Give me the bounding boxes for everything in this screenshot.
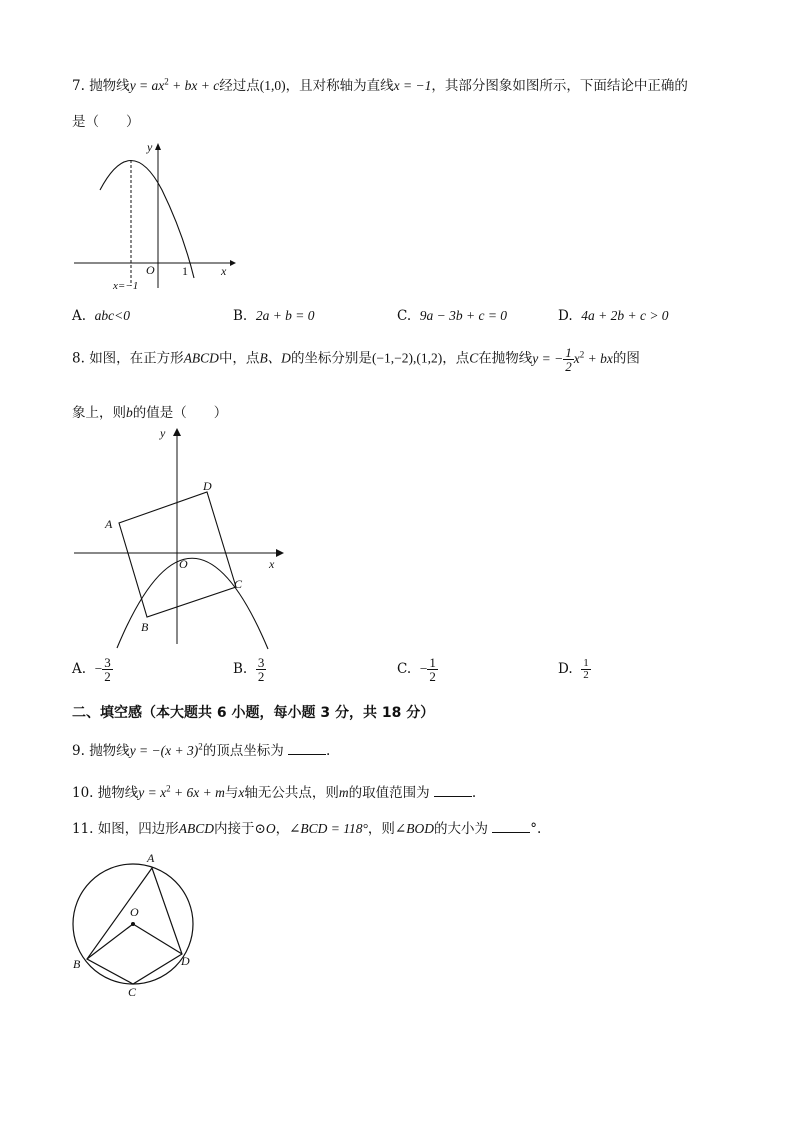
q8-c-label: C — [469, 350, 479, 366]
q8-text1: 如图，在正方形 — [89, 350, 184, 367]
q8-line2-end: 的值是（ ） — [132, 405, 228, 421]
q11-circle: ⊙O — [254, 821, 276, 836]
q10-number: 10. — [72, 785, 94, 801]
q10-text1: 抛物线 — [97, 785, 139, 801]
q10-text3: 轴无公共点，则 — [244, 785, 339, 801]
q10-line — [72, 781, 476, 801]
q11-quad: ABCD — [178, 821, 215, 836]
q8-option-a-sign: − — [94, 661, 103, 676]
q9-answer-blank[interactable] — [288, 742, 326, 755]
q8-label-d: D — [203, 479, 212, 493]
q11-segment-ob — [87, 924, 133, 959]
q8-line1 — [72, 346, 640, 373]
q10-m-var: m — [338, 785, 349, 800]
q8-square: ABCD — [183, 350, 219, 366]
q8-line2-text: 象上，则 — [72, 405, 126, 421]
q11-label-a: A — [147, 851, 155, 865]
q8-option-a-fraction — [102, 656, 113, 683]
q8-option-d-letter: D. — [558, 661, 573, 677]
q8-label-b: B — [141, 620, 149, 634]
q7-text-mid: 经过点 — [219, 78, 260, 94]
q7-point: (1,0) — [259, 78, 286, 93]
q8-parabola — [117, 558, 268, 649]
q7-axis-label: x=−1 — [113, 280, 139, 292]
q7-option-d-letter: D. — [558, 308, 573, 324]
q7-axis-eq: x = −1 — [393, 78, 432, 93]
q11-line — [72, 817, 541, 837]
q8-x-arrow — [276, 549, 284, 557]
section-2-title: 二、填空感（本大题共 6 小题，每小题 3 分，共 18 分） — [72, 705, 435, 721]
q8-option-a-letter: A. — [72, 661, 87, 677]
q8-option-d[interactable] — [558, 658, 591, 681]
q8-half-fraction: $\frac{1}{2}$ — [565, 345, 572, 374]
q8-option-b-den: 2 — [257, 669, 265, 684]
q8-text5: 在抛物线 — [478, 350, 533, 367]
q8-y-arrow — [173, 428, 181, 436]
q11-answer-blank[interactable] — [492, 820, 530, 833]
q7-line1 — [72, 74, 688, 94]
q7-option-a-text: abc<0 — [94, 308, 130, 323]
q11-number: 11. — [72, 821, 94, 837]
q7-equation: $y = ax^2$ + bx + c — [129, 76, 220, 93]
q7-y-label: y — [147, 140, 153, 154]
q8-text6: 的图 — [612, 350, 640, 367]
q11-text1: 如图，四边形 — [97, 821, 179, 837]
q11-angle: ∠BCD = 118° — [289, 821, 368, 836]
q8-option-a-num: 3 — [104, 655, 111, 670]
q7-option-b-text: 2a + b = 0 — [255, 308, 315, 323]
q9-text2: 的顶点坐标为 — [202, 743, 284, 759]
q8-b-var: b — [126, 405, 133, 420]
q10-answer-blank[interactable] — [434, 784, 472, 797]
q8-option-b-letter: B. — [233, 661, 248, 677]
q8-option-d-den: 2 — [583, 669, 589, 681]
q11-text5: 的大小为 — [433, 821, 488, 837]
q11-label-d: D — [181, 954, 190, 968]
q8-number: 8. — [72, 350, 85, 367]
q8-text3: 的坐标分别是 — [290, 350, 372, 367]
q8-label-a: A — [105, 517, 113, 531]
q8-option-a[interactable] — [72, 656, 113, 683]
q9-end: . — [326, 743, 331, 759]
q8-text4: ，点 — [442, 350, 470, 367]
q8-option-c-den: 2 — [429, 669, 436, 684]
q8-option-c-sign: − — [419, 661, 428, 676]
q7-text-prefix: 抛物线 — [89, 78, 130, 94]
q7-parabola — [100, 161, 194, 279]
q8-points: B、D — [259, 350, 291, 366]
q11-text4: ，则 — [367, 821, 395, 837]
q8-option-c-letter: C. — [397, 661, 412, 677]
q9-line — [72, 739, 330, 759]
q7-option-a-letter: A. — [72, 308, 87, 324]
q8-text2: 中，点 — [218, 350, 260, 367]
q8-option-d-num: 1 — [583, 657, 589, 669]
q7-y-arrow — [155, 143, 161, 150]
q9-text1: 抛物线 — [89, 743, 130, 759]
q8-option-b[interactable] — [233, 656, 266, 683]
q11-quadrilateral — [87, 868, 182, 984]
q8-option-c-fraction — [427, 656, 438, 683]
q7-option-b-letter: B. — [233, 308, 248, 324]
q11-label-c: C — [128, 985, 137, 999]
q7-option-d-text: 4a + 2b + c > 0 — [581, 308, 669, 323]
q8-line2 — [72, 401, 227, 421]
q11-figure — [66, 846, 206, 1002]
q10-end: . — [471, 785, 477, 801]
q11-label-b: B — [73, 957, 81, 971]
q7-text-end: ，其部分图象如图所示，下面结论中正确的 — [431, 78, 688, 94]
q8-option-c[interactable] — [397, 656, 438, 683]
q11-text2: 内接于 — [214, 821, 255, 837]
q7-number: 7. — [72, 78, 85, 94]
q7-option-c-letter: C. — [397, 308, 412, 324]
q10-text2: 与 — [224, 785, 239, 801]
q7-option-c-text: 9a − 3b + c = 0 — [419, 308, 508, 323]
q8-figure — [70, 422, 295, 654]
q8-option-d-fraction — [581, 658, 591, 681]
q7-option-b[interactable] — [233, 308, 315, 324]
q7-x-arrow — [230, 260, 236, 266]
q8-label-o: O — [179, 557, 188, 571]
q10-text4: 的取值范围为 — [348, 785, 430, 801]
q9-equation: $y = -(x + 3)^2$ — [129, 741, 203, 758]
q11-segment-od — [133, 924, 182, 954]
q8-option-c-num: 1 — [429, 655, 436, 670]
q7-text-axis: ，且对称轴为直线 — [285, 78, 394, 94]
q11-center-dot — [131, 922, 135, 926]
q11-text3: ， — [275, 821, 290, 837]
q8-coords: (−1,−2),(1,2) — [371, 350, 443, 366]
q9-number: 9. — [72, 743, 85, 759]
q11-label-o: O — [130, 905, 139, 919]
q7-option-c[interactable] — [397, 308, 507, 324]
q8-option-a-den: 2 — [104, 669, 111, 684]
q10-x-var: x — [238, 785, 245, 800]
q8-x-label: x — [269, 557, 275, 571]
q7-one-label: 1 — [182, 264, 188, 278]
q8-y-label: y — [160, 426, 166, 440]
q8-label-c: C — [234, 577, 243, 591]
q8-option-b-num: 3 — [257, 655, 265, 670]
q7-x-label: x — [221, 264, 227, 278]
q10-equation: $y = x^2 + 6x + m$ — [138, 783, 225, 800]
q7-figure — [70, 138, 240, 293]
q7-origin-label: O — [146, 263, 155, 277]
q11-end: °. — [530, 821, 542, 837]
q7-option-a[interactable] — [72, 308, 130, 324]
q8-option-b-fraction — [256, 656, 267, 683]
q7-option-d[interactable] — [558, 308, 669, 324]
q8-equation: y = − $\frac{1}{2}$ $x^2$ + bx — [532, 345, 613, 374]
q7-line2: 是（ ） — [72, 114, 140, 130]
q11-ask: ∠BOD — [394, 821, 434, 836]
